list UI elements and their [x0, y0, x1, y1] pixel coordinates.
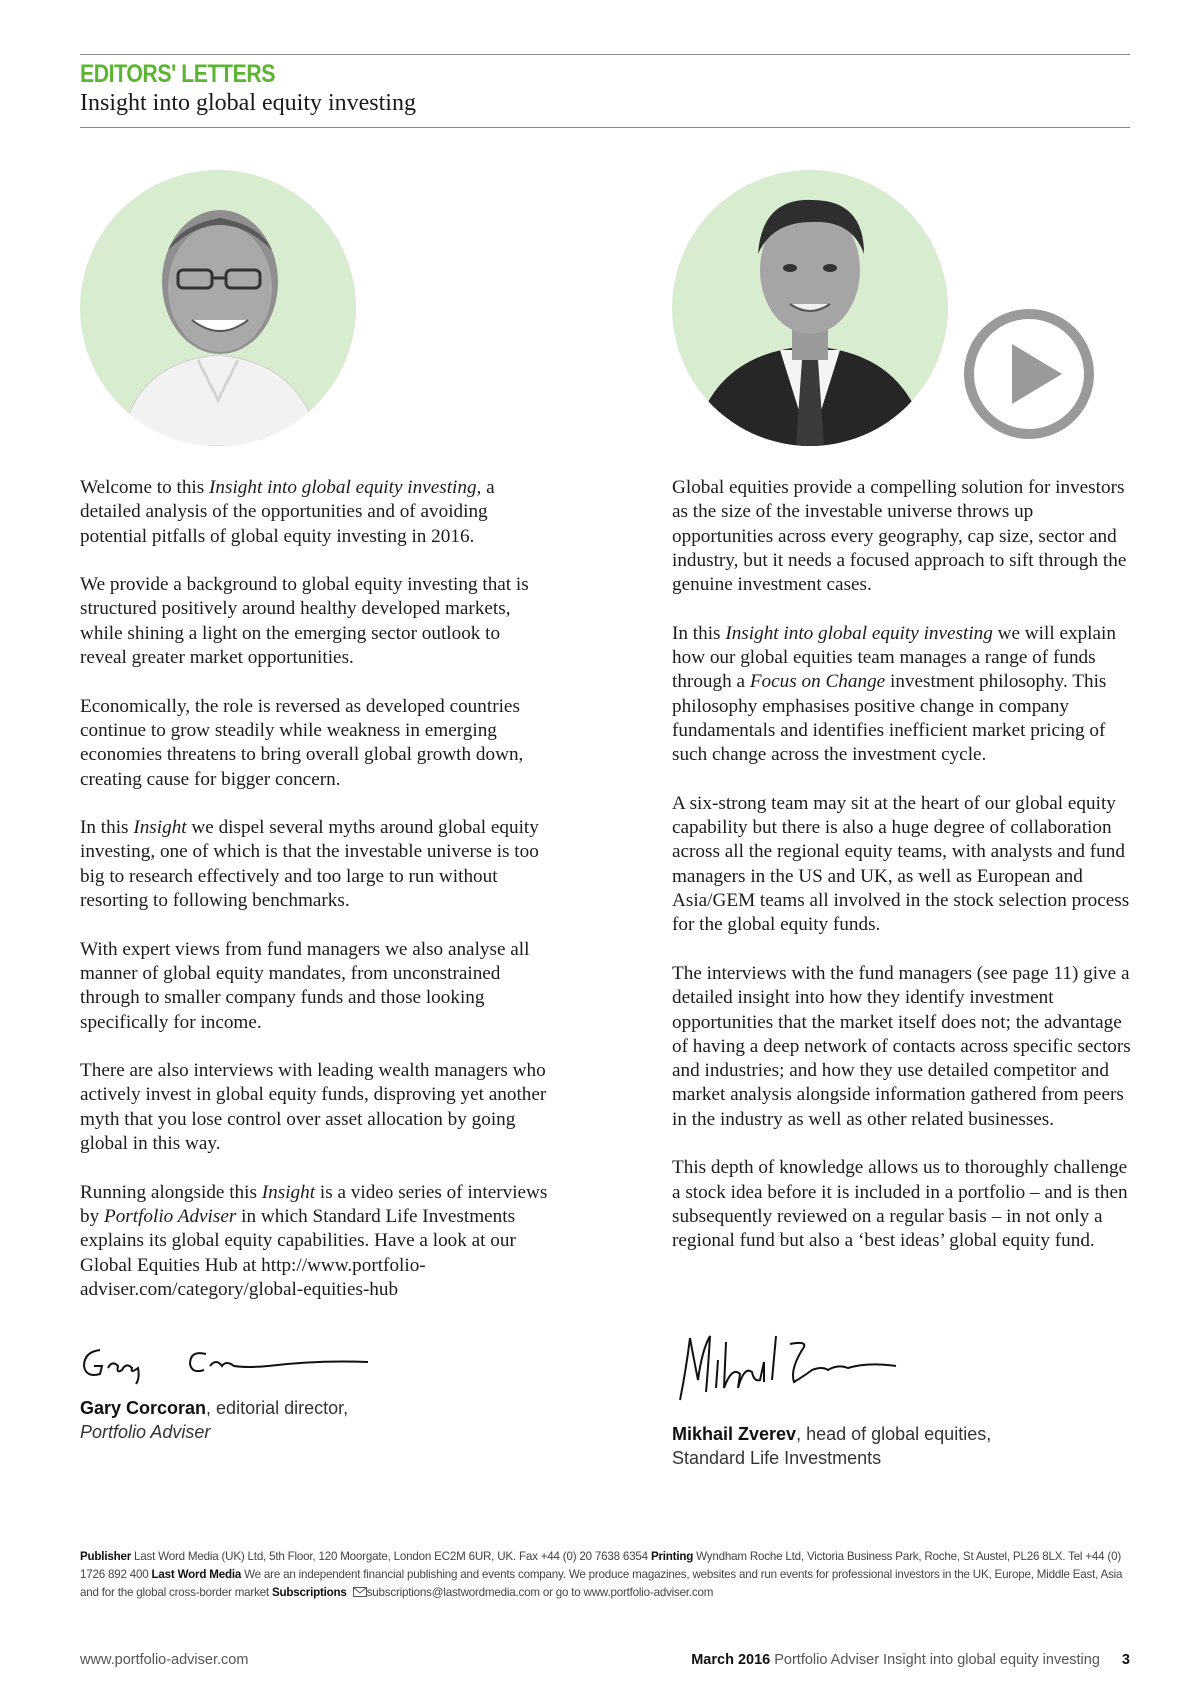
- header-rule: [80, 127, 1130, 128]
- section-label: EDITORS' LETTERS: [80, 60, 276, 88]
- footer-date: March 2016: [691, 1652, 771, 1668]
- play-icon: [962, 307, 1096, 441]
- signature-mikhail-zverev: [672, 1330, 902, 1410]
- envelope-icon: [353, 1587, 367, 1597]
- footer-website[interactable]: www.portfolio-adviser.com: [80, 1652, 249, 1668]
- portrait-mikhail-zverev: [672, 170, 948, 446]
- publisher-imprint: Publisher Last Word Media (UK) Ltd, 5th Floor, 120 Moorgate, London EC2M 6UR, UK. Fax +44 (0) 20 7638 6354 Printing Wyndham Roche Ltd, Victoria Business Park, Roche, St Austel, PL26 8LX. Tel +44 (0) 1726 892 400 Last Word Media We are an independent financial publishing and events company. We produce magazines, websites and run events for professional investors in the UK, Europe, Middle East, Asia and for the global cross-border market Subscriptions subscriptions@lastwordmedia.com or go to www.portfolio-adviser.com: [80, 1550, 1123, 1599]
- left-paragraph-3: Economically, the role is reversed as developed countries continue to grow steadily while weakness in emerging economies threatens to bring overall global growth down, creating cause for bigger concern.: [80, 695, 524, 790]
- left-paragraph-7: Running alongside this Insight is a video series of interviews by Portfolio Adviser in which Standard Life Investments explains its global equity capabilities. Have a look at our Global Equities Hub at http://www.portfolio-adviser.com/category/global-equities-hub: [80, 1181, 548, 1300]
- author-org: Standard Life Investments: [672, 1448, 882, 1468]
- left-paragraph-2: We provide a background to global equity investing that is structured positively around healthy developed markets, while shining a light on the emerging sector outlook to reveal greater market opportunities.: [80, 574, 529, 669]
- right-paragraph-3: A six-strong team may sit at the heart of our global equity capability but there is also a huge degree of collaboration across all the regional equity teams, with analysts and fund managers in the US and UK, as well as European and Asia/GEM teams all involved in the stock selection process for the global equity funds.: [672, 792, 1130, 936]
- left-paragraph-6: There are also interviews with leading wealth managers who actively invest in global equity funds, disproving yet another myth that you lose control over asset allocation by going global in this way.: [80, 1060, 547, 1155]
- left-paragraph-5: With expert views from fund managers we also analyse all manner of global equity mandates, from unconstrained through to smaller company funds and those looking specifically for income.: [80, 938, 530, 1033]
- page-title: Insight into global equity investing: [80, 90, 416, 116]
- author-name: Gary Corcoran: [80, 1398, 207, 1418]
- video-play-button[interactable]: [962, 307, 1096, 441]
- byline-mikhail-zverev: Mikhail Zverev, head of global equities, Standard Life Investments: [672, 1424, 992, 1468]
- author-name: Mikhail Zverev: [672, 1424, 797, 1444]
- top-rule: [80, 54, 1130, 55]
- right-paragraph-1: Global equities provide a compelling solution for investors as the size of the investable universe throws up opportunities across every geography, cap size, sector and industry, but it needs a focused approach to sift through the genuine investment cases.: [672, 477, 1127, 596]
- subscriptions-link[interactable]: subscriptions@lastwordmedia.com or go to www.portfolio-adviser.com: [366, 1586, 714, 1599]
- left-paragraph-4: In this Insight we dispel several myths around global equity investing, one of which is that the investable universe is too big to research effectively and too large to run without resorting to following benchmarks.: [80, 817, 539, 912]
- byline-gary-corcoran: Gary Corcoran, editorial director, Portfolio Adviser: [80, 1398, 349, 1442]
- portrait-gary-corcoran: [80, 170, 356, 446]
- right-paragraph-4: The interviews with the fund managers (see page 11) give a detailed insight into how they identify investment opportunities that the market itself does not; the advantage of having a deep network of contacts across specific sectors and industries; and how they use detailed competitor and market analysis alongside information gathered from peers in the industry as well as other related businesses.: [672, 962, 1131, 1130]
- author-org: Portfolio Adviser: [80, 1422, 211, 1442]
- signature-gary-corcoran: [78, 1338, 378, 1388]
- footer-publication: March 2016 Portfolio Adviser Insight into global equity investing 3: [691, 1652, 1130, 1668]
- right-column: [672, 476, 1138, 1278]
- left-column: [80, 476, 550, 1326]
- left-paragraph-1: Welcome to this Insight into global equity investing, a detailed analysis of the opportunities and of avoiding potential pitfalls of global equity investing in 2016.: [80, 477, 495, 547]
- right-paragraph-5: This depth of knowledge allows us to thoroughly challenge a stock idea before it is included in a portfolio – and is then subsequently reviewed on a regular basis – in not only a regional fund but also a ‘best ideas’ global equity fund.: [672, 1157, 1128, 1252]
- page-number: 3: [1121, 1652, 1130, 1668]
- right-paragraph-2: In this Insight into global equity investing we will explain how our global equities team manages a range of funds through a Focus on Change investment philosophy. This philosophy emphasises positive change in company fundamentals and identifies inefficient market pricing of such change across the investment cycle.: [672, 622, 1116, 766]
